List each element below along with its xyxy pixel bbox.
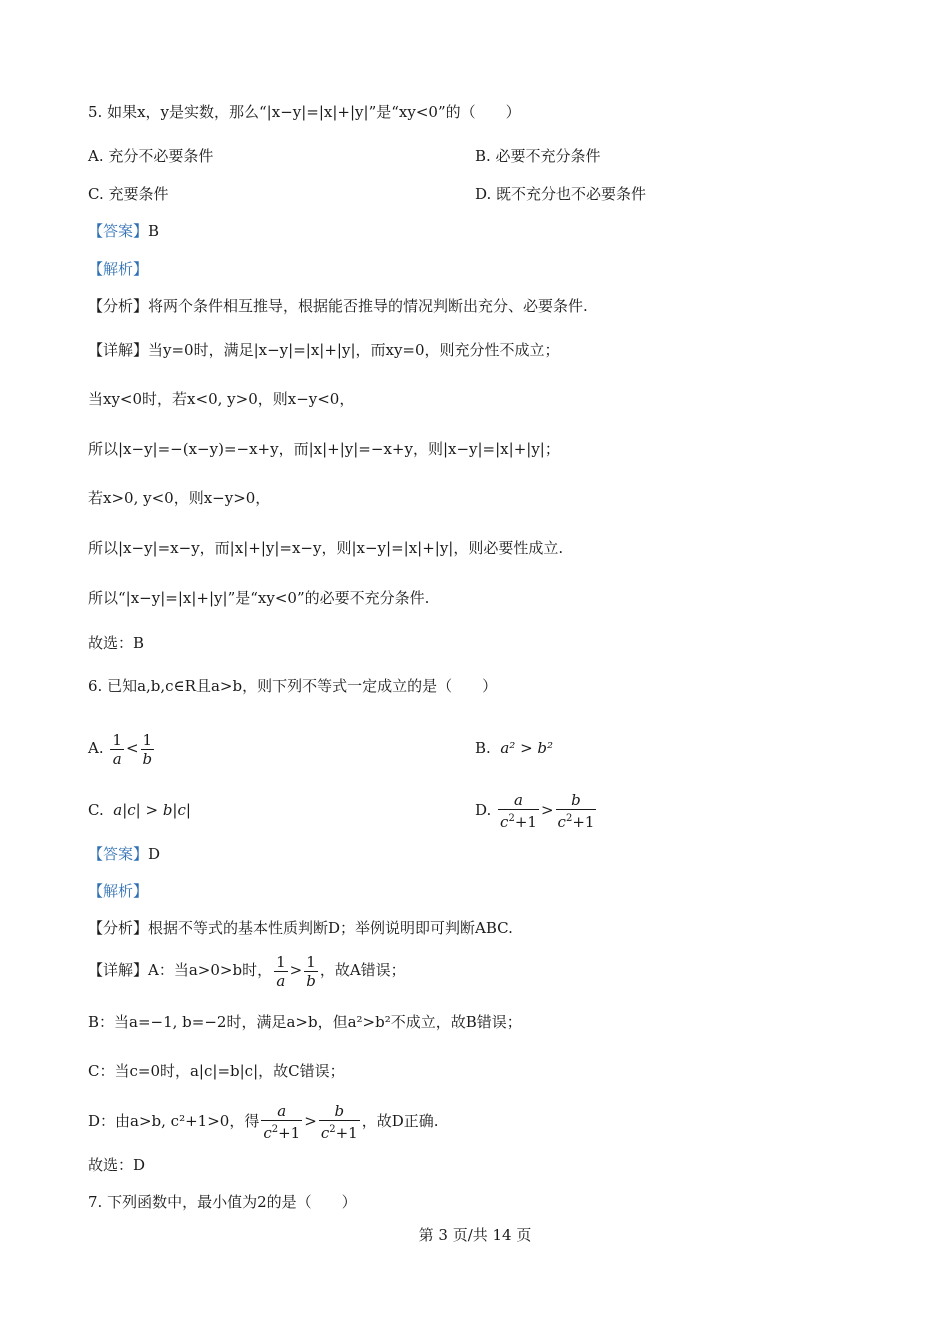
option-b-expr: a² > b² (500, 739, 554, 757)
option-c-label: C. (88, 801, 104, 819)
detail-tag: 【详解】 (88, 341, 149, 359)
option-a-label: A. (88, 739, 104, 757)
fenxi-text: 将两个条件相互推导，根据能否推导的情况判断出充分、必要条件. (148, 297, 588, 315)
page-footer: 第 3 页/共 14 页 (418, 1226, 532, 1244)
answer-tag: 【答案】 (88, 845, 149, 863)
fraction-1-over-a: $\frac{1}{a}$ (276, 952, 286, 990)
q5-option-d: D. 既不充分也不必要条件 (475, 185, 647, 203)
q6-detail-d: D：由a>b, c²+1>0，得 $\frac{a}{c^2+1}$ > $\frac{b}{c^2+1}$ ，故D正确. (88, 1102, 439, 1142)
detail-tag: 【详解】 (88, 961, 149, 979)
detail-d-pre: D：由a>b, c²+1>0，得 (88, 1112, 260, 1130)
q6-analysis-tag: 【解析】 (88, 882, 149, 900)
option-c-expr: a|c| > b|c| (113, 801, 191, 819)
detail-a-pre: A：当a>0>b时， (148, 961, 273, 979)
q6-option-c (88, 800, 191, 820)
detail-text: 当y=0时，满足|x−y|=|x|+|y|，而xy=0，则充分性不成立； (148, 341, 560, 359)
q5-stem: 5. 如果x，y是实数，那么“|x−y|=|x|+|y|”是“xy<0”的（ ） (88, 103, 521, 121)
q5-analysis-tag: 【解析】 (88, 260, 149, 278)
q6-conclusion: 故选：D (88, 1156, 146, 1174)
q5-conclusion: 故选：B (88, 634, 145, 652)
fenxi-text: 根据不等式的基本性质判断D；举例说明即可判断ABC. (148, 919, 513, 937)
q5-option-c: C. 充要条件 (88, 185, 169, 203)
answer-value: B (148, 222, 160, 240)
q6-detail-b: B：当a=−1, b=−2时，满足a>b，但a²>b²不成立，故B错误； (88, 1013, 522, 1031)
q6-stem: 6. 已知a,b,c∈R且a>b，则下列不等式一定成立的是（ ） (88, 677, 498, 695)
fraction-b-over-c2plus1: $\frac{b}{c^2+1}$ (320, 1102, 358, 1142)
fraction-a-over-c2plus1: $\frac{a}{c^2+1}$ (500, 791, 537, 831)
detail-d-post: ，故D正确. (361, 1112, 439, 1130)
detail-a-post: ，故A错误； (319, 961, 406, 979)
q5-detail-line-1 (88, 340, 560, 360)
q5-answer (88, 221, 159, 241)
fenxi-tag: 【分析】 (88, 919, 149, 937)
q5-detail-line-2: 当xy<0时，若x<0, y>0，则x−y<0， (88, 390, 355, 408)
q5-option-b: B. 必要不充分条件 (475, 147, 601, 165)
q6-fenxi (88, 918, 513, 938)
q5-detail-line-5: 所以|x−y|=x−y，而|x|+|y|=x−y，则|x−y|=|x|+|y|，则必要性成立. (88, 539, 564, 557)
q5-fenxi (88, 296, 588, 316)
option-d-label: D. (475, 801, 492, 819)
fraction-1-over-b: $\frac{1}{b}$ (142, 730, 153, 768)
q6-answer (88, 844, 160, 864)
fenxi-tag: 【分析】 (88, 297, 149, 315)
q6-detail-c: C：当c=0时，a|c|=b|c|，故C错误； (88, 1062, 345, 1080)
q6-option-b (475, 738, 553, 758)
q5-detail-line-6: 所以“|x−y|=|x|+|y|”是“xy<0”的必要不充分条件. (88, 589, 430, 607)
answer-tag: 【答案】 (88, 222, 149, 240)
fraction-1-over-b: $\frac{1}{b}$ (306, 952, 316, 990)
fraction-a-over-c2plus1: $\frac{a}{c^2+1}$ (263, 1102, 301, 1142)
answer-value: D (148, 845, 161, 863)
q6-detail-a: 【详解】A：当a>0>b时， $\frac{1}{a}$ > $\frac{1}{b}$ ，故A错误； (88, 952, 406, 990)
fraction-1-over-a: $\frac{1}{a}$ (112, 730, 122, 768)
q6-option-d: D. $\frac{a}{c^2+1}$ > $\frac{b}{c^2+1}$ (475, 791, 595, 831)
q5-option-a: A. 充分不必要条件 (88, 147, 214, 165)
q7-stem: 7. 下列函数中，最小值为2的是（ ） (88, 1193, 357, 1211)
q6-option-a: A. $\frac{1}{a}$ < $\frac{1}{b}$ (88, 730, 153, 768)
fraction-b-over-c2plus1: $\frac{b}{c^2+1}$ (557, 791, 595, 831)
option-b-label: B. (475, 739, 491, 757)
q5-detail-line-3: 所以|x−y|=−(x−y)=−x+y，而|x|+|y|=−x+y，则|x−y|=|x|+|y|； (88, 440, 560, 458)
q5-detail-line-4: 若x>0, y<0，则x−y>0， (88, 489, 271, 507)
